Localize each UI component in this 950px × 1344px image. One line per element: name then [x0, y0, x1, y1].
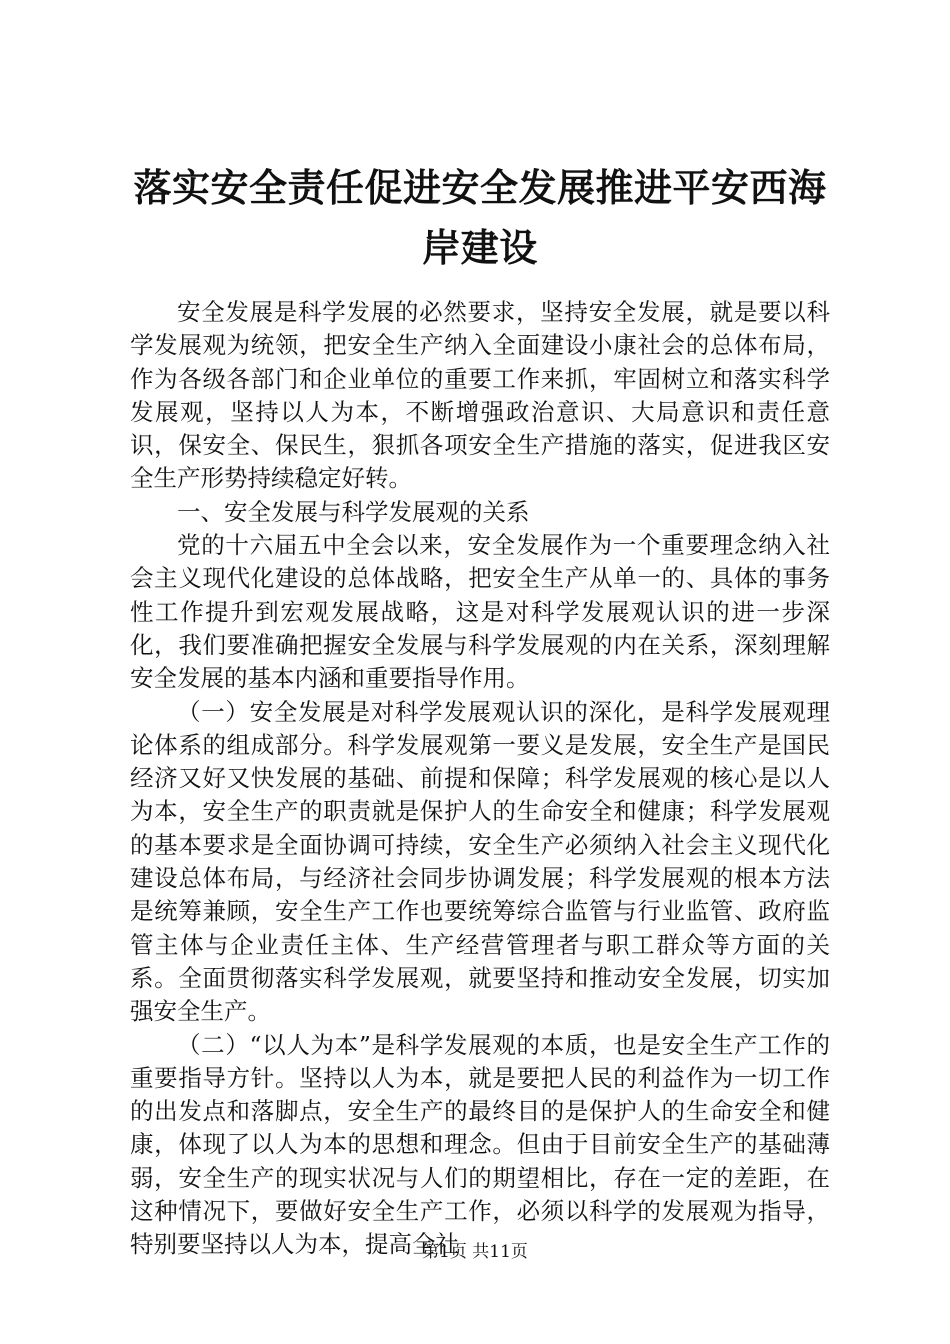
paragraph-intro: 安全发展是科学发展的必然要求，坚持安全发展，就是要以科学发展观为统领，把安全生产纳入全面建设小康社会的总体布局，作为各级各部门和企业单位的重要工作来抓，牢固树立和落实科学发展观，坚持以人为本，不断增强政治意识、大局意识和责任意识，保安全、保民生，狠抓各项安全生产措施的落实，促进我区安全生产形势持续稳定好转。	[130, 298, 830, 493]
section-heading-1: 一、安全发展与科学发展观的关系	[177, 497, 530, 526]
paragraph-section-1: 党的十六届五中全会以来，安全发展作为一个重要理念纳入社会主义现代化建设的总体战略，把安全生产从单一的、具体的事务性工作提升到宏观发展战略，这是对科学发展观认识的进一步深化，我们要准确把握安全发展与科学发展观的内在关系，深刻理解安全发展的基本内涵和重要指导作用。	[130, 531, 830, 693]
document-title: 落实安全责任促进安全发展推进平安西海岸建设	[133, 166, 827, 270]
paragraph-subsection-2: （二）“以人为本”是科学发展观的本质，也是安全生产工作的重要指导方针。坚持以人为本，就是要把人民的利益作为一切工作的出发点和落脚点，安全生产的最终目的是保护人的生命安全和健康，体现了以人为本的思想和理念。但由于目前安全生产的基础薄弱，安全生产的现实状况与人们的期望相比，存在一定的差距，在这种情况下，要做好安全生产工作，必须以科学的发展观为指导，特别要坚持以人为本，提高全社	[130, 1030, 830, 1259]
document-body	[130, 296, 830, 1262]
page-footer: 第1页 共11页	[422, 1242, 528, 1262]
paragraph-subsection-1: （一）安全发展是对科学发展观认识的深化，是科学发展观理论体系的组成部分。科学发展观第一要义是发展，安全生产是国民经济又好又快发展的基础、前提和保障；科学发展观的核心是以人为本，安全生产的职责就是保护人的生命安全和健康；科学发展观的基本要求是全面协调可持续，安全生产必须纳入社会主义现代化建设总体布局，与经济社会同步协调发展；科学发展观的根本方法是统筹兼顾，安全生产工作也要统筹综合监管与行业监管、政府监管主体与企业责任主体、生产经营管理者与职工群众等方面的关系。全面贯彻落实科学发展观，就要坚持和推动安全发展，切实加强安全生产。	[130, 697, 830, 1026]
